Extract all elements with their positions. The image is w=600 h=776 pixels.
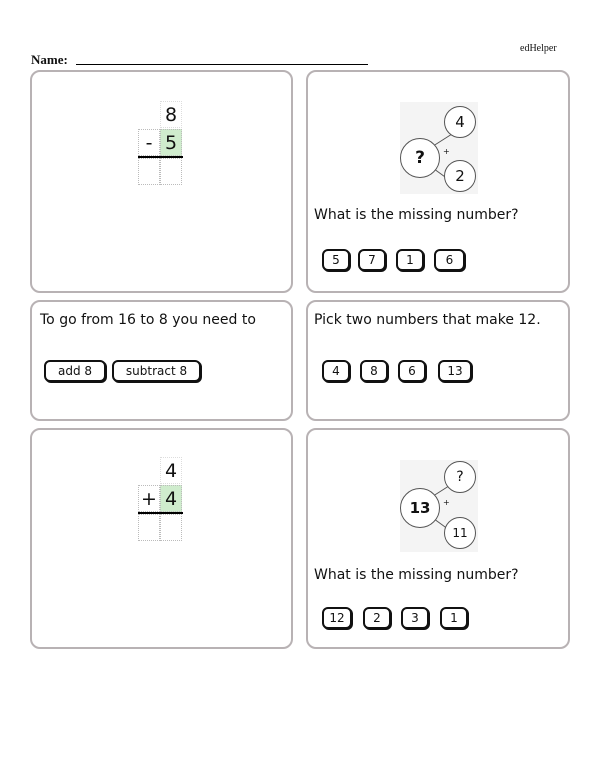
whole-circle: ? xyxy=(400,138,440,178)
choice-button[interactable]: 2 xyxy=(363,607,391,629)
operator: + xyxy=(138,485,160,512)
plus-sign: + xyxy=(443,147,450,156)
question-text: Pick two numbers that make 12. xyxy=(314,312,541,328)
answer-cell-tens[interactable] xyxy=(138,514,160,541)
number-bond xyxy=(400,102,478,194)
name-label: Name: xyxy=(31,52,68,67)
part-circle-2: 11 xyxy=(444,517,476,549)
choice-button[interactable]: 1 xyxy=(440,607,468,629)
problem-card-3 xyxy=(30,300,293,421)
choice-button[interactable]: 1 xyxy=(396,249,424,271)
problem-card-2 xyxy=(306,70,570,293)
choice-button[interactable]: 5 xyxy=(322,249,350,271)
part-circle-1: 4 xyxy=(444,106,476,138)
answer-cell-ones[interactable] xyxy=(160,158,182,185)
bottom-digit: 5 xyxy=(160,129,182,156)
top-digit: 8 xyxy=(160,101,182,128)
choice-button[interactable]: 13 xyxy=(438,360,472,382)
problem-card-5 xyxy=(30,428,293,649)
part-circle-2: 2 xyxy=(444,160,476,192)
question-text: What is the missing number? xyxy=(314,567,519,583)
part-circle-1: ? xyxy=(444,461,476,493)
choice-button[interactable]: 6 xyxy=(434,249,465,271)
problem-card-4 xyxy=(306,300,570,421)
choice-button[interactable]: 6 xyxy=(398,360,426,382)
choice-button[interactable]: 12 xyxy=(322,607,352,629)
problem-card-1 xyxy=(30,70,293,293)
choice-button[interactable]: subtract 8 xyxy=(112,360,201,382)
top-digit: 4 xyxy=(160,457,182,484)
choice-button[interactable]: 8 xyxy=(360,360,388,382)
number-bond xyxy=(400,460,478,552)
answer-cell-tens[interactable] xyxy=(138,158,160,185)
operator: - xyxy=(138,129,160,156)
answer-cell-ones[interactable] xyxy=(160,514,182,541)
choice-button[interactable]: add 8 xyxy=(44,360,106,382)
problem-card-6 xyxy=(306,428,570,649)
question-text: To go from 16 to 8 you need to xyxy=(40,312,256,328)
choice-button[interactable]: 3 xyxy=(401,607,429,629)
choice-button[interactable]: 7 xyxy=(358,249,386,271)
brand-label: edHelper xyxy=(520,43,557,54)
choice-button[interactable]: 4 xyxy=(322,360,350,382)
name-line[interactable] xyxy=(76,64,368,65)
plus-sign: + xyxy=(443,498,450,507)
whole-circle: 13 xyxy=(400,488,440,528)
bottom-digit: 4 xyxy=(160,485,182,512)
question-text: What is the missing number? xyxy=(314,207,519,223)
